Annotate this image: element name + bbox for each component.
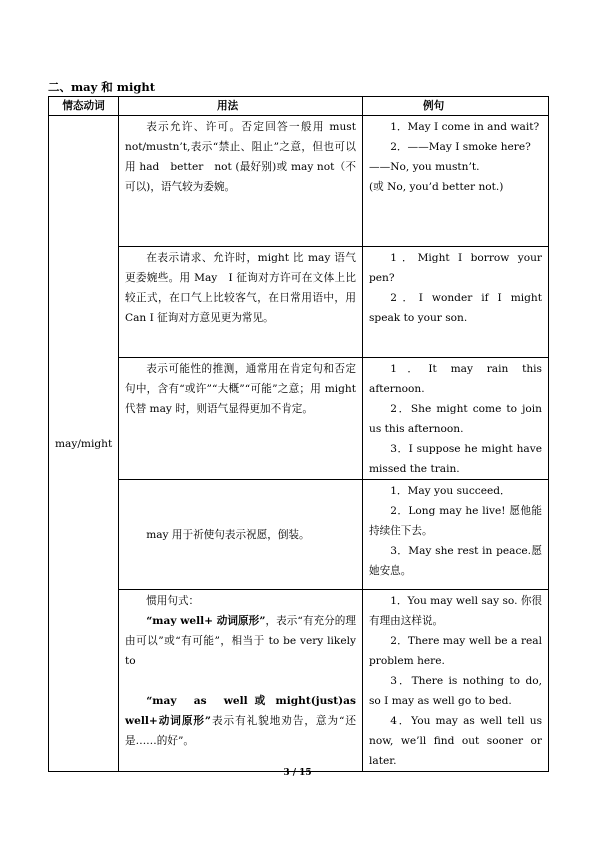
usage-intro: 惯用句式：: [146, 595, 200, 607]
usage-text: [125, 691, 356, 751]
modal-verbs-table: [48, 96, 549, 772]
usage-cell: [119, 480, 363, 590]
usage-pattern-meaning: ，表示“有充分的理由可以”或“有可能”，相当于 to be very likely to: [125, 615, 356, 667]
example-line: ——No, you mustn’t.: [369, 161, 480, 173]
table-row: [49, 116, 549, 247]
usage-cell: [119, 590, 363, 772]
example-cell: [363, 480, 549, 590]
table-header-row: [49, 97, 549, 116]
example-line: (或 No, you’d better not.): [369, 181, 504, 193]
example-line: 1．It may rain this afternoon.: [369, 363, 542, 395]
example-line: 1．Might I borrow your pen?: [369, 252, 542, 284]
example-line: 1．May you succeed．: [390, 485, 511, 497]
example-line: 1．May I come in and wait?: [390, 121, 540, 133]
usage-text: 表示可能性的推测，通常用在肯定句和否定句中，含有“或许”“大概”“可能”之意；用 might 代替 may 时，则语气显得更加不肯定。: [125, 363, 356, 415]
example-line: 3．There is nothing to do, so I may as well go to bed.: [369, 675, 542, 707]
usage-cell: [119, 358, 363, 480]
example-line: 1．You may well say so. 你很有理由这样说。: [369, 595, 543, 627]
header-usage: 用法: [119, 97, 363, 116]
example-cell: [363, 358, 549, 480]
usage-pattern: “may as well 或 might(just)as well+动词原形”: [125, 695, 356, 727]
spacer: [125, 671, 356, 691]
example-line: 4．You may as well tell us now, we’ll find out sooner or later.: [369, 715, 542, 767]
usage-text: may 用于祈使句表示祝愿，倒装。: [146, 529, 310, 541]
example-line: 3．I suppose he might have missed the train.: [369, 443, 542, 475]
usage-cell: [119, 247, 363, 358]
table-row: [49, 590, 549, 772]
header-examples: 例句: [363, 97, 549, 116]
example-line: 2．——May I smoke here?: [390, 141, 531, 153]
usage-text: 在表示请求、允许时，might 比 may 语气更委婉些。用 May I 征询对方许可在文体上比较正式，在口气上比较客气，在日常用语中，用 Can I 征询对方意见更为常见。: [125, 252, 356, 324]
usage-text: [125, 611, 356, 671]
example-line: 3．May she rest in peace.愿她安息。: [369, 545, 542, 577]
section-title: 二、may 和 might: [48, 80, 156, 94]
page-number: 3 / 15: [283, 768, 312, 778]
usage-pattern-meaning: 表示有礼貌地劝告，意为“还是……的好”。: [125, 715, 356, 747]
header-modal-verb: 情态动词: [49, 97, 119, 116]
example-line: 2．There may well be a real problem here.: [369, 635, 542, 667]
example-line: 2．Long may he live! 愿他能持续住下去。: [369, 505, 542, 537]
table-row: [49, 358, 549, 480]
usage-text: 表示允许、许可。否定回答一般用 must not/mustn’t,表示“禁止、阻止”之意，但也可以用 had better not (最好别)或 may not（不可以)，语气较为委婉。: [125, 121, 370, 193]
example-cell: [363, 590, 549, 772]
example-line: 2．I wonder if I might speak to your son.: [369, 292, 542, 324]
category-cell: may/might: [49, 116, 119, 772]
example-line: 2．She might come to join us this afternoon.: [369, 403, 542, 435]
usage-cell: [119, 116, 370, 247]
example-cell: [363, 247, 549, 358]
example-cell: [363, 116, 549, 247]
table-row: [49, 480, 549, 590]
usage-pattern: “may well+ 动词原形”: [146, 615, 266, 627]
table-row: [49, 247, 549, 358]
